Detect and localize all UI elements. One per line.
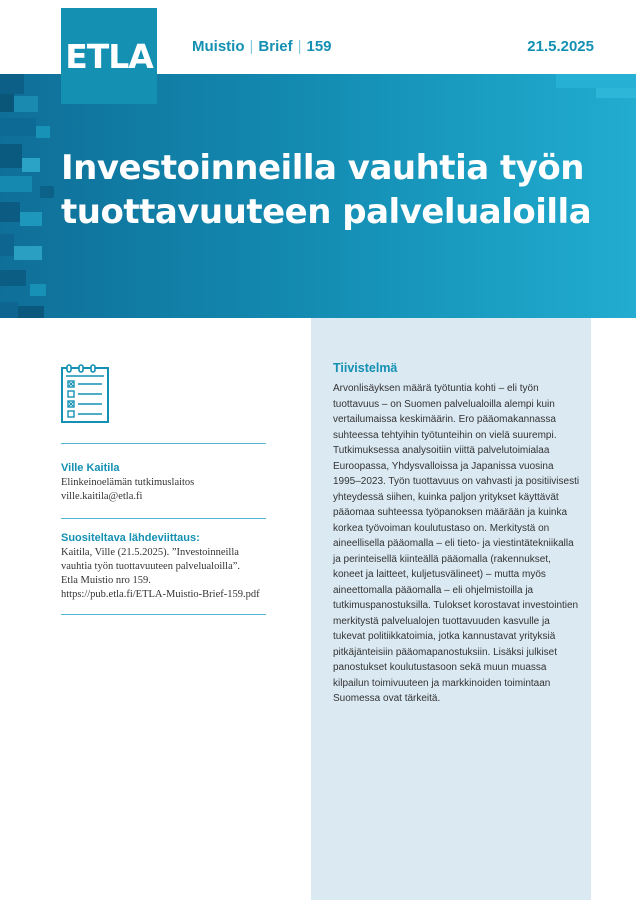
publication-date: 21.5.2025 (527, 38, 594, 55)
author-email[interactable]: ville.kaitila@etla.fi (61, 491, 143, 502)
pixel-block (596, 88, 636, 98)
pixel-block (22, 158, 40, 172)
pixel-block (556, 74, 636, 88)
pixel-block (14, 246, 42, 260)
summary-panel (311, 318, 591, 900)
pixel-block (0, 118, 36, 136)
pixel-block (30, 284, 46, 296)
issue-number: 159 (306, 38, 332, 55)
pixel-block (36, 126, 50, 138)
series-en: Brief (258, 38, 293, 55)
title-line-1: Investoinneilla vauhtia työn (61, 148, 584, 188)
pixel-block (0, 202, 20, 222)
divider (61, 518, 266, 519)
citation-heading: Suositeltava lähdeviittaus: (61, 532, 200, 544)
pixel-block (0, 270, 26, 286)
summary-body: Arvonlisäyksen määrä työtuntia kohti – eli työn tuottavuus – on Suomen palvelualoilla alempi kuin vertailumaissa keskimäärin. Ero pääomakannassa suhteessa tehtyihin työtunteihin on vielä suurempi. Tutkimuksessa analysoitiin viittä palvelutoimialaa Euroopassa, Yhdysvalloissa ja Japanissa vuosina 1995–2023. Työn tuottavuus on vahvasti ja positiivisesti yhteydessä siihen, kuinka paljon yritykset käyttävät pääomaa suhteessa työpanoksen määrään ja kuinka korkea työvoiman koulutustaso on. Merkitystä on aineellisella pääomalla – eli tieto- ja viestintätekniikalla ja perinteisellä kiinteällä pääomalla (rakennukset, koneet ja laitteet, kuljetusvälineet) – mutta myös aineettomalla pääomalla – eli ohjelmistoilla ja tutkimuspanostuksilla. Tulokset korostavat investointien merkitystä palvelualojen tuottavuuden kasvulle ja tukevat politiikkatoimia, jotka kannustavat yrityksiä pitkäjänteisiin pääomapanostuksiin. Lisäksi julkiset panostukset koulutustasoon sekä muun muassa kilpailun toimivuuteen ja markkinoiden toimintaan Suomessa ovat tärkeitä. (333, 383, 580, 704)
etla-logo (61, 8, 157, 104)
author-name: Ville Kaitila (61, 462, 120, 474)
separator: | (297, 38, 302, 55)
series-fi: Muistio (192, 38, 245, 55)
checklist-clipboard-icon (60, 364, 110, 424)
publication-series (192, 38, 332, 55)
pixel-block (18, 306, 44, 318)
pixel-block (20, 212, 42, 226)
pixel-block (0, 302, 18, 318)
pixel-block (0, 234, 14, 256)
separator: | (249, 38, 254, 55)
pixel-block (40, 186, 54, 198)
pixel-block (14, 96, 38, 112)
divider (61, 443, 266, 444)
citation-line-2: vauhtia työn tuottavuuteen palvelualoilla”. (61, 561, 241, 572)
pixel-block (0, 176, 32, 192)
citation-line-3: Etla Muistio nro 159. (61, 575, 151, 586)
divider (61, 614, 266, 615)
title-line-2: tuottavuuteen palvelualoilla (61, 192, 592, 232)
citation-line-1: Kaitila, Ville (21.5.2025). ”Investoinneilla (61, 547, 239, 558)
pixel-block (0, 74, 24, 94)
logo-text: ETLA (65, 36, 153, 76)
citation-url[interactable]: https://pub.etla.fi/ETLA-Muistio-Brief-159.pdf (61, 589, 260, 600)
pixel-block (0, 94, 14, 112)
page-title (61, 146, 601, 234)
summary-heading: Tiivistelmä (333, 361, 398, 375)
pixel-block (0, 144, 22, 168)
author-organization: Elinkeinoelämän tutkimuslaitos (61, 477, 195, 488)
